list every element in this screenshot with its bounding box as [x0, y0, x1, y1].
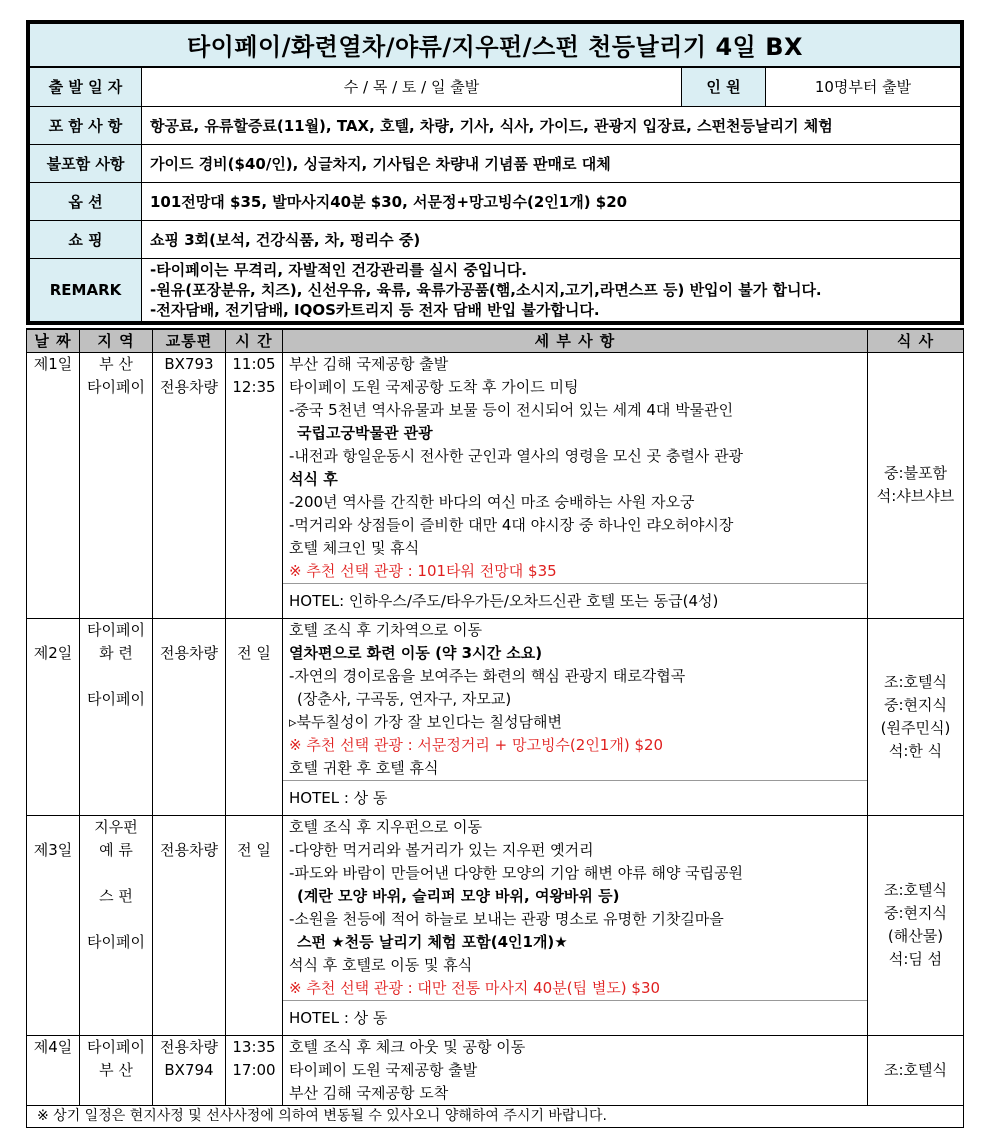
meals-cell: [868, 352, 964, 618]
detail-line: 석식 후: [289, 469, 338, 488]
region-name: [80, 862, 152, 885]
region-name: 예 류: [99, 840, 133, 859]
detail-line: 타이페이 도원 국제공항 출발: [289, 1060, 478, 1079]
detail-line: 호텔 조식 후 체크 아웃 및 공항 이동: [289, 1037, 526, 1056]
itinerary-row: [27, 1035, 964, 1105]
detail-lines: [283, 353, 867, 583]
meal-item: 석:샤브샤브: [876, 487, 955, 505]
departure-label: 출 발 일 자: [30, 67, 142, 107]
region-name: 타이페이: [87, 932, 145, 951]
region-cell: [80, 618, 153, 815]
transport-cell: [153, 352, 226, 618]
meal-item: 조:호텔식: [883, 672, 947, 691]
people-label: 인 원: [682, 67, 766, 107]
detail-line: -중국 5천년 역사유물과 보물 등이 전시되어 있는 세계 4대 박물관인: [289, 400, 734, 419]
meal-item: 조:호텔식: [883, 1060, 947, 1079]
itinerary-row: [27, 815, 964, 1035]
meals-cell: [868, 815, 964, 1035]
tour-title: 타이페이/화련열차/야류/지우펀/스펀 천등날리기 4일 BX: [30, 24, 961, 67]
detail-line: -자연의 경이로움을 보여주는 화련의 핵심 관광지 태로각협곡: [289, 666, 686, 685]
excluded-value: 가이드 경비($40/인), 싱글차지, 기사팁은 차량내 기념품 판매로 대체: [142, 145, 961, 183]
meal-item: 석:딤 섬: [888, 950, 943, 968]
time-value: 12:35: [232, 377, 276, 396]
region-name: [80, 665, 152, 688]
day-cell: [27, 352, 80, 618]
itinerary-row: [27, 352, 964, 618]
itinerary-footer-note: ※ 상기 일정은 현지사정 및 선사사정에 의하여 변동될 수 있사오니 양해하여 주시기 바랍니다.: [27, 1105, 964, 1127]
header-date: 날 짜: [27, 329, 80, 352]
day-cell: [27, 1035, 80, 1105]
region-name: 타이페이: [87, 377, 145, 396]
remark-line: -전자담배, 전기담배, IQOS카트리지 등 전자 담배 반입 불가합니다.: [150, 301, 600, 319]
detail-line: 석식 후 호텔로 이동 및 휴식: [289, 955, 473, 974]
detail-line: (장춘사, 구곡동, 연자구, 자모교): [297, 689, 512, 708]
time-cell: [226, 618, 283, 815]
included-label: 포 함 사 항: [30, 107, 142, 145]
meal-item: (원주민식): [880, 718, 951, 737]
region-name: 부 산: [99, 1060, 133, 1079]
region-name: 화 련: [99, 643, 133, 662]
detail-line: 호텔 귀환 후 호텔 휴식: [289, 758, 439, 777]
detail-line: ▹북두칠성이 가장 잘 보인다는 칠성담해변: [289, 712, 562, 731]
option-label: 옵 션: [30, 183, 142, 221]
region-name: 타이페이: [87, 620, 145, 639]
time-value: 11:05: [232, 354, 276, 373]
option-value: 101전망대 $35, 발마사지40분 $30, 서문정+망고빙수(2인1개) $20: [142, 183, 961, 221]
people-value: 10명부터 출발: [766, 67, 961, 107]
itinerary-body: [27, 352, 964, 1105]
day-cell: [27, 815, 80, 1035]
day-label: 제2일: [33, 643, 73, 662]
transport-name: BX794: [164, 1060, 214, 1079]
tour-summary: [26, 20, 964, 325]
detail-line: 국립고궁박물관 관광: [297, 423, 433, 442]
transport-name: 전용차량: [160, 1037, 218, 1056]
detail-line: ※ 추천 선택 관광 : 대만 전통 마사지 40분(팁 별도) $30: [289, 978, 661, 997]
details-cell: [283, 352, 868, 618]
detail-line: 호텔 조식 후 기차역으로 이동: [289, 620, 482, 639]
hotel-info: HOTEL : 상 동: [283, 1000, 867, 1035]
day-label: 제3일: [33, 840, 73, 859]
header-details: 세 부 사 항: [283, 329, 868, 352]
transport-cell: [153, 618, 226, 815]
time-value: 17:00: [232, 1060, 276, 1079]
region-cell: [80, 815, 153, 1035]
day-label: 제1일: [33, 354, 73, 373]
meal-item: 중:현지식: [883, 695, 947, 714]
remark-list: [142, 259, 961, 322]
time-cell: [226, 1035, 283, 1105]
excluded-label: 불포함 사항: [30, 145, 142, 183]
meal-item: 중:현지식: [883, 904, 947, 922]
remark-label: REMARK: [30, 259, 142, 322]
region-name: 스 펀: [99, 886, 133, 905]
details-cell: [283, 815, 868, 1035]
shopping-value: 쇼핑 3회(보석, 건강식품, 차, 펑리수 중): [142, 221, 961, 259]
transport-name: 전용차량: [160, 377, 218, 396]
time-cell: [226, 352, 283, 618]
time-value: 전 일: [237, 643, 271, 662]
detail-line: -먹거리와 상점들이 즐비한 대만 4대 야시장 중 하나인 랴오허야시장: [289, 515, 734, 534]
region-cell: [80, 352, 153, 618]
itinerary-row: [27, 618, 964, 815]
hotel-info: HOTEL: 인하우스/주도/타우가든/오차드신관 호텔 또는 동급(4성): [283, 583, 867, 618]
header-region: 지 역: [80, 329, 153, 352]
meals-cell: [868, 1035, 964, 1105]
transport-cell: [153, 1035, 226, 1105]
region-name: 타이페이: [87, 1037, 145, 1056]
details-cell: [283, 618, 868, 815]
remark-line: -타이페이는 무격리, 자발적인 건강관리를 실시 중입니다.: [150, 261, 528, 279]
detail-line: 타이페이 도원 국제공항 도착 후 가이드 미팅: [289, 377, 579, 396]
detail-line: -다양한 먹거리와 볼거리가 있는 지우펀 옛거리: [289, 840, 594, 859]
detail-line: -파도와 바람이 만들어낸 다양한 모양의 기암 해변 야류 해양 국립공원: [289, 863, 744, 882]
detail-line: 부산 김해 국제공항 도착: [289, 1083, 449, 1102]
time-value: 전 일: [237, 840, 271, 859]
detail-lines: [283, 1036, 867, 1105]
shopping-label: 쇼 핑: [30, 221, 142, 259]
detail-lines: [283, 816, 867, 1000]
detail-line: -내전과 항일운동시 전사한 군인과 열사의 영령을 모신 곳 충렬사 관광: [289, 446, 744, 465]
meal-item: (해산물): [887, 927, 944, 945]
day-cell: [27, 618, 80, 815]
transport-cell: [153, 815, 226, 1035]
header-meals: 식 사: [868, 329, 964, 352]
detail-line: ※ 추천 선택 관광 : 서문정거리 + 망고빙수(2인1개) $20: [289, 735, 664, 754]
region-name: [80, 908, 152, 931]
detail-line: ※ 추천 선택 관광 : 101타워 전망대 $35: [289, 561, 557, 580]
detail-line: 부산 김해 국제공항 출발: [289, 354, 449, 373]
detail-line: (계란 모양 바위, 슬리퍼 모양 바위, 여왕바위 등): [297, 886, 620, 905]
day-label: 제4일: [33, 1037, 73, 1056]
itinerary: [26, 328, 964, 1128]
region-name: 부 산: [99, 354, 133, 373]
detail-line: 스펀 ★천등 날리기 체험 포함(4인1개)★: [297, 932, 568, 951]
summary-table: [29, 23, 961, 322]
details-cell: [283, 1035, 868, 1105]
header-transport: 교통편: [153, 329, 226, 352]
region-cell: [80, 1035, 153, 1105]
time-cell: [226, 815, 283, 1035]
meal-item: 조:호텔식: [883, 881, 947, 899]
transport-name: 전용차량: [160, 643, 218, 662]
region-name: 지우펀: [94, 817, 138, 836]
itinerary-table: [26, 328, 964, 1128]
time-value: 13:35: [232, 1037, 276, 1056]
header-time: 시 간: [226, 329, 283, 352]
transport-name: BX793: [164, 354, 214, 373]
hotel-info: HOTEL : 상 동: [283, 780, 867, 815]
detail-lines: [283, 619, 867, 780]
detail-line: -200년 역사를 간직한 바다의 여신 마조 숭배하는 사원 자오궁: [289, 492, 695, 511]
transport-name: 전용차량: [160, 840, 218, 859]
meal-item: 중:불포함: [883, 464, 947, 482]
detail-line: 호텔 체크인 및 휴식: [289, 538, 420, 557]
detail-line: -소원을 천등에 적어 하늘로 보내는 관광 명소로 유명한 기찻길마을: [289, 909, 724, 928]
remark-line: -원유(포장분유, 치즈), 신선우유, 육류, 육류가공품(햄,소시지,고기,라면스프 등) 반입이 불가 합니다.: [150, 281, 822, 299]
meals-cell: [868, 618, 964, 815]
region-name: 타이페이: [87, 689, 145, 708]
included-value: 항공료, 유류할증료(11월), TAX, 호텔, 차량, 기사, 식사, 가이드, 관광지 입장료, 스펀천등날리기 체험: [142, 107, 961, 145]
itinerary-header-row: [27, 329, 964, 352]
detail-line: 호텔 조식 후 지우펀으로 이동: [289, 817, 482, 836]
meal-item: 석:한 식: [888, 741, 943, 760]
departure-value: 수 / 목 / 토 / 일 출발: [142, 67, 682, 107]
detail-line: 열차편으로 화련 이동 (약 3시간 소요): [289, 643, 543, 662]
